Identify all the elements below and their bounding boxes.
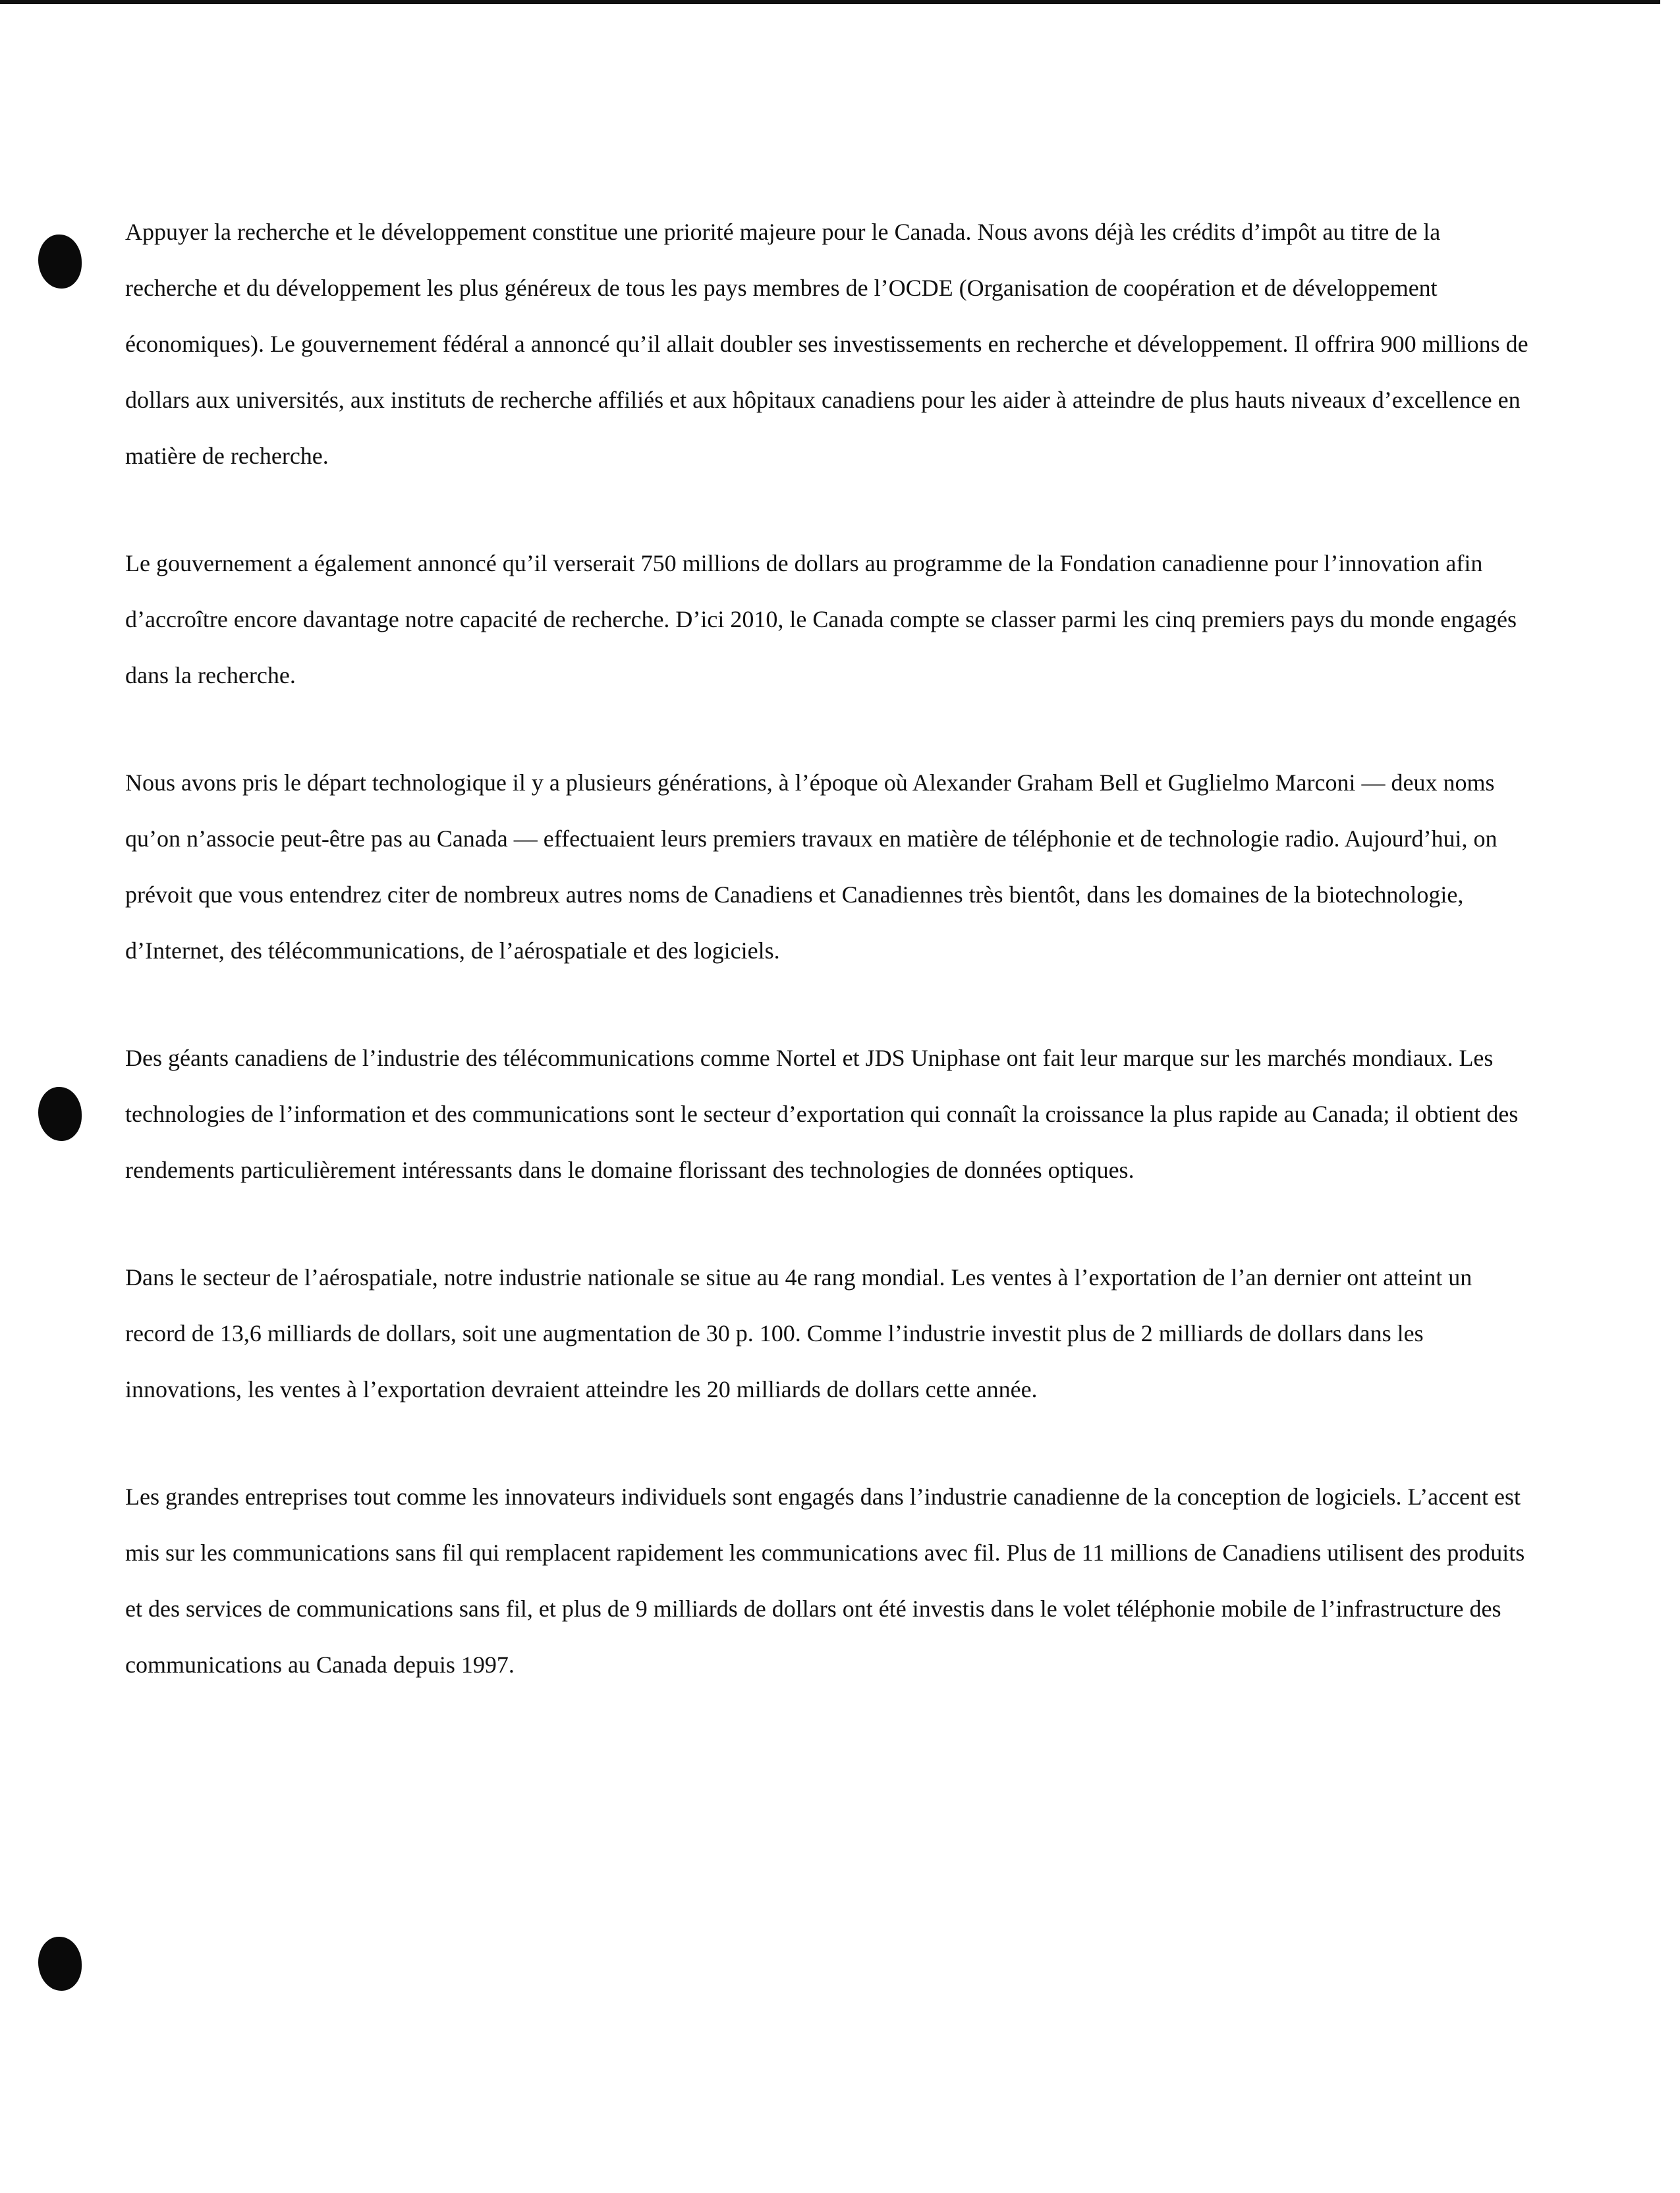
- paragraph-software: Les grandes entreprises tout comme les innovateurs individuels sont engagés dans l’industrie canadienne de la conception de logiciels. L’accent est mis sur les communications sans fil qui remplacent rapidement les communications avec fil. Plus de 11 millions de Canadiens utilisent des produits et des services de communications sans fil, et plus de 9 milliards de dollars ont été investis dans le volet téléphonie mobile de l’infrastructure des communications au Canada depuis 1997.: [125, 1484, 1525, 1678]
- top-border-line: [0, 0, 1660, 4]
- paragraph-innovation-foundation: Le gouvernement a également annoncé qu’il verserait 750 millions de dollars au programme de la Fondation canadienne pour l’innovation afin d’accroître encore davantage notre capacité de recherche. D’ici 2010, le Canada compte se classer parmi les cinq premiers pays du monde engagés dans la recherche.: [125, 550, 1517, 688]
- paragraph-research-priority: Appuyer la recherche et le développement constitue une priorité majeure pour le Canada. Nous avons déjà les crédits d’impôt au titre de la recherche et du développement les plus généreux de tous les pays membres de l’OCDE (Organisation de coopération et de développement économiques). Le gouvernement fédéral a annoncé qu’il allait doubler ses investissements en recherche et développement. Il offrira 900 millions de dollars aux universités, aux instituts de recherche affiliés et aux hôpitaux canadiens pour les aider à atteindre de plus hauts niveaux d’excellence en matière de recherche.: [125, 219, 1528, 469]
- paragraph-aerospace: Dans le secteur de l’aérospatiale, notre industrie nationale se situe au 4e rang mondial. Les ventes à l’exportation de l’an dernier ont atteint un record de 13,6 milliards de dollars, soit une augmentation de 30 p. 100. Comme l’industrie investit plus de 2 milliards de dollars dans les innovations, les ventes à l’exportation devraient atteindre les 20 milliards de dollars cette année.: [125, 1264, 1472, 1402]
- punch-hole-bottom: [38, 1937, 82, 1991]
- punch-hole-middle: [38, 1087, 82, 1141]
- punch-hole-top: [38, 235, 82, 289]
- document-body: [125, 204, 1535, 1744]
- paragraph-technology-history: Nous avons pris le départ technologique il y a plusieurs générations, à l’époque où Alexander Graham Bell et Guglielmo Marconi — deux noms qu’on n’associe peut-être pas au Canada — effectuaient leurs premiers travaux en matière de téléphonie et de technologie radio. Aujourd’hui, on prévoit que vous entendrez citer de nombreux autres noms de Canadiens et Canadiennes très bientôt, dans les domaines de la biotechnologie, d’Internet, des télécommunications, de l’aérospatiale et des logiciels.: [125, 769, 1498, 964]
- paragraph-telecommunications: Des géants canadiens de l’industrie des télécommunications comme Nortel et JDS Uniphase ont fait leur marque sur les marchés mondiaux. Les technologies de l’information et des communications sont le secteur d’exportation qui connaît la croissance la plus rapide au Canada; il obtient des rendements particulièrement intéressants dans le domaine florissant des technologies de données optiques.: [125, 1045, 1519, 1183]
